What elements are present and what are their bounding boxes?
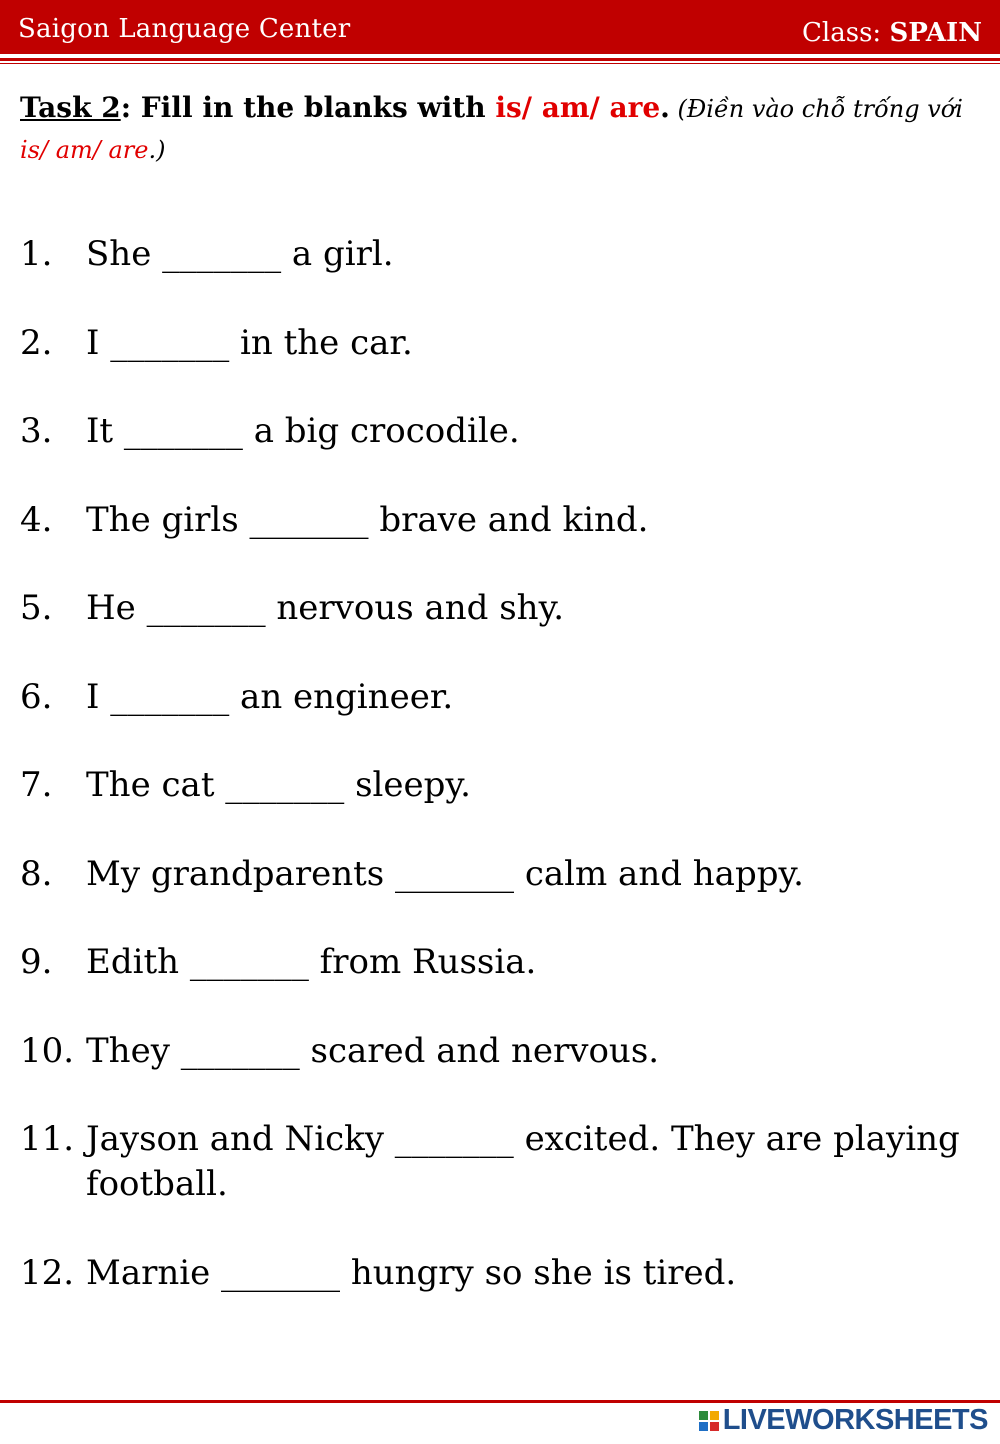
- item-sentence: Edith _______ from Russia.: [86, 942, 537, 982]
- item-sentence: The girls _______ brave and kind.: [86, 499, 649, 540]
- item-sentence: I _______ in the car.: [86, 322, 413, 363]
- item-sentence: Jayson and Nicky _______ excited. They are playing football.: [86, 1119, 960, 1204]
- exercise-list: [20, 232, 980, 1339]
- footer-divider: [0, 1400, 1000, 1403]
- task-vietnamese: (Điền vào chỗ trống với: [669, 95, 963, 123]
- list-item: [20, 852, 980, 897]
- class-label: Class:: [802, 18, 890, 48]
- task-instruction-end: .: [660, 91, 670, 124]
- item-number: 9.: [20, 942, 53, 982]
- item-number: 8.: [20, 853, 53, 894]
- item-sentence: He _______ nervous and shy.: [86, 588, 565, 628]
- logo-text: LIVEWORKSHEETS: [722, 1404, 988, 1436]
- list-item: [20, 321, 980, 366]
- item-sentence: She _______ a girl.: [86, 234, 394, 274]
- task-vietnamese-end: .): [148, 136, 166, 164]
- item-number: 7.: [20, 765, 53, 805]
- list-item: [20, 675, 980, 720]
- list-item: [20, 498, 980, 543]
- list-item: [20, 586, 980, 631]
- item-number: 10.: [20, 1030, 75, 1071]
- header-bar: [0, 0, 1000, 54]
- item-sentence: It _______ a big crocodile.: [86, 411, 520, 451]
- header-divider-thin: [0, 63, 1000, 64]
- item-number: 5.: [20, 588, 53, 628]
- item-sentence: The cat _______ sleepy.: [86, 765, 471, 805]
- list-item: [20, 232, 980, 277]
- item-number: 12.: [20, 1252, 75, 1293]
- item-number: 3.: [20, 411, 53, 451]
- item-sentence: Marnie _______ hungry so she is tired.: [86, 1252, 737, 1293]
- task-options: is/ am/ are: [495, 91, 661, 124]
- logo-blocks-icon: [699, 1411, 719, 1431]
- item-number: 11.: [20, 1119, 75, 1159]
- task-colon: :: [120, 91, 132, 124]
- task-vietnamese-options: is/ am/ are: [20, 136, 149, 164]
- liveworksheets-logo: [699, 1404, 988, 1437]
- task-instruction: Fill in the blanks with: [131, 91, 496, 124]
- list-item: [20, 1117, 980, 1207]
- school-name: Saigon Language Center: [18, 14, 351, 44]
- header-divider: [0, 58, 1000, 61]
- item-sentence: They _______ scared and nervous.: [86, 1030, 660, 1071]
- list-item: [20, 1029, 980, 1074]
- class-value: SPAIN: [889, 18, 982, 48]
- item-sentence: My grandparents _______ calm and happy.: [86, 853, 804, 894]
- list-item: [20, 1251, 980, 1296]
- task-instructions: [20, 88, 980, 170]
- list-item: [20, 409, 980, 454]
- class-info: [802, 18, 982, 48]
- item-sentence: I _______ an engineer.: [86, 676, 454, 717]
- item-number: 6.: [20, 676, 53, 717]
- item-number: 1.: [20, 234, 53, 274]
- item-number: 4.: [20, 499, 53, 540]
- list-item: [20, 763, 980, 808]
- task-label: Task 2: [20, 91, 121, 124]
- list-item: [20, 940, 980, 985]
- item-number: 2.: [20, 322, 53, 363]
